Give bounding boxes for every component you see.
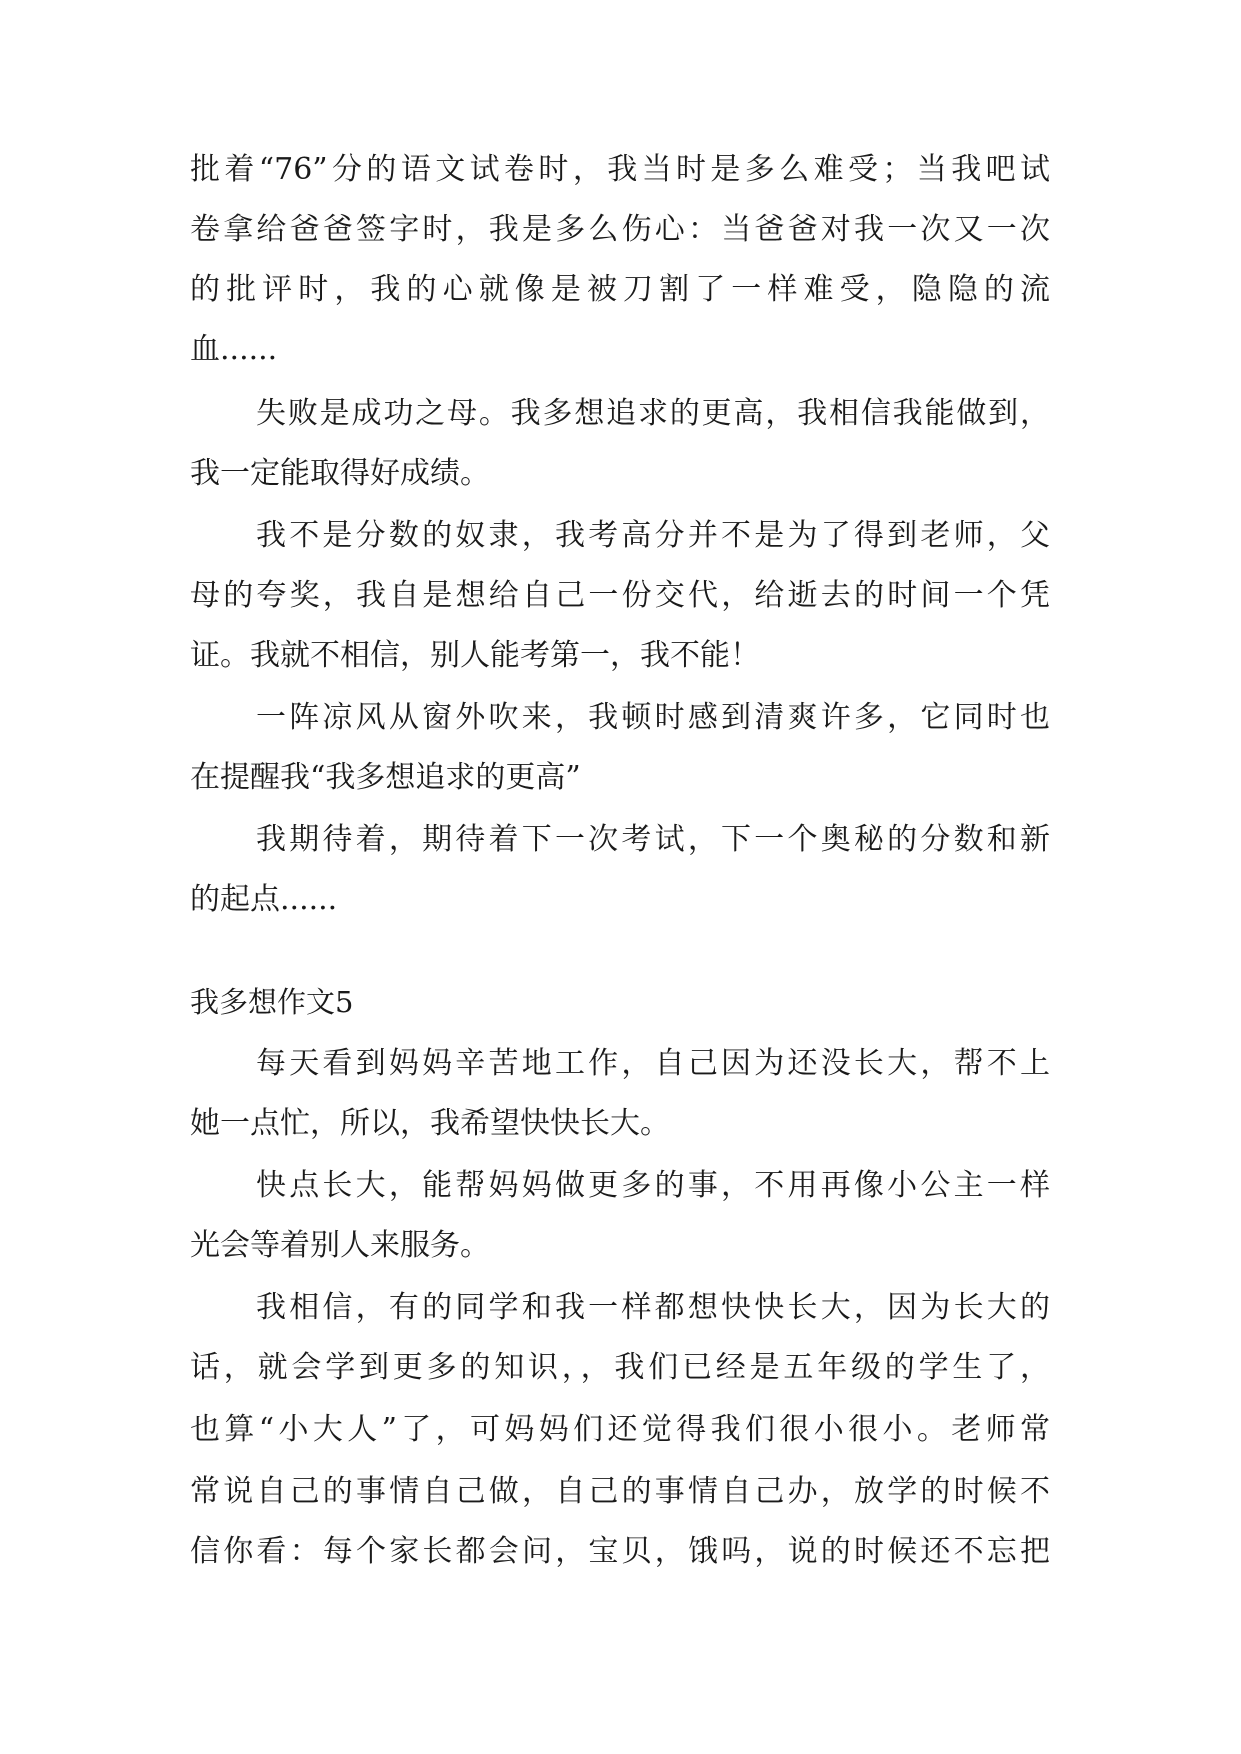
body-text-line: 在提醒我“我多想追求的更高” bbox=[190, 760, 581, 795]
body-text-line: 一阵凉风从窗外吹来，我顿时感到清爽许多，它同时也 bbox=[256, 700, 1050, 735]
body-text-line: 我相信，有的同学和我一样都想快快长大，因为长大的 bbox=[256, 1290, 1050, 1325]
body-text-line: 光会等着别人来服务。 bbox=[190, 1228, 490, 1263]
body-text-line: 批着“76”分的语文试卷时，我当时是多么难受；当我吧试 bbox=[190, 152, 1050, 187]
body-text-line: 常说自己的事情自己做，自己的事情自己办，放学的时候不 bbox=[190, 1474, 1050, 1509]
body-text-line: 每天看到妈妈辛苦地工作，自己因为还没长大，帮不上 bbox=[256, 1046, 1050, 1081]
body-text-line: 信你看：每个家长都会问，宝贝，饿吗，说的时候还不忘把 bbox=[190, 1534, 1050, 1569]
body-text-line: 证。我就不相信，别人能考第一，我不能！ bbox=[190, 638, 760, 673]
body-text-line: 她一点忙，所以，我希望快快长大。 bbox=[190, 1106, 670, 1141]
body-text-line: 的起点...... bbox=[190, 882, 338, 917]
body-text-line: 的批评时，我的心就像是被刀割了一样难受，隐隐的流 bbox=[190, 272, 1050, 307]
body-text-line: 卷拿给爸爸签字时，我是多么伤心：当爸爸对我一次又一次 bbox=[190, 212, 1050, 247]
body-text-line: 我期待着，期待着下一次考试，下一个奥秘的分数和新 bbox=[256, 822, 1050, 857]
body-text-line: 母的夸奖，我自是想给自己一份交代，给逝去的时间一个凭 bbox=[190, 578, 1050, 613]
body-text-line: 我不是分数的奴隶，我考高分并不是为了得到老师，父 bbox=[256, 518, 1050, 553]
body-text-line: 我一定能取得好成绩。 bbox=[190, 456, 490, 491]
body-text-line: 快点长大，能帮妈妈做更多的事，不用再像小公主一样 bbox=[256, 1168, 1050, 1203]
body-text-line: 也算“小大人”了，可妈妈们还觉得我们很小很小。老师常 bbox=[190, 1412, 1050, 1447]
essay-title: 我多想作文5 bbox=[190, 985, 354, 1019]
body-text-line: 失败是成功之母。我多想追求的更高，我相信我能做到， bbox=[256, 396, 1050, 431]
body-text-line: 话，就会学到更多的知识，，我们已经是五年级的学生了， bbox=[190, 1350, 1050, 1385]
body-text-line: 血...... bbox=[190, 332, 278, 367]
